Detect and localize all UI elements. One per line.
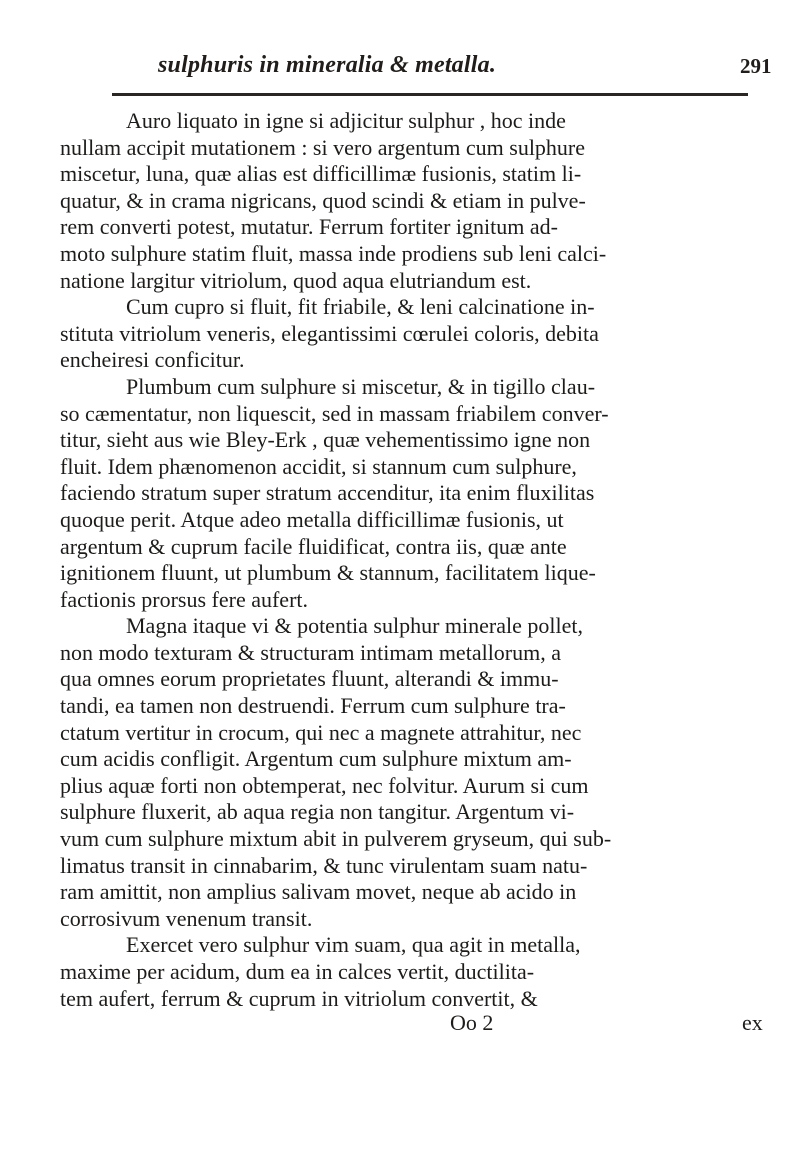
text-line: Magna itaque vi & potentia sulphur minerale pollet,: [126, 613, 583, 639]
text-line: corrosivum venenum transit.: [60, 905, 313, 931]
catchword: ex: [742, 1010, 763, 1036]
body-text: [60, 108, 788, 1038]
text-line: Cum cupro si fluit, fit friabile, & leni calcinatione in-: [126, 294, 595, 320]
page-footer: [60, 1012, 788, 1038]
text-line: factionis prorsus fere aufert.: [60, 586, 309, 612]
text-line: non modo texturam & structuram intimam metallorum, a: [60, 639, 562, 665]
text-line: ignitionem fluunt, ut plumbum & stannum, facilitatem lique-: [60, 560, 596, 586]
text-line: encheiresi conficitur.: [60, 347, 245, 373]
text-line: limatus transit in cinnabarim, & tunc virulentam suam natu-: [60, 852, 588, 878]
text-line: sulphure fluxerit, ab aqua regia non tangitur. Argentum vi-: [60, 799, 575, 825]
text-line: maxime per acidum, dum ea in calces vertit, ductilita-: [60, 959, 535, 984]
text-line: vum cum sulphure mixtum abit in pulverem gryseum, qui sub-: [60, 826, 612, 852]
text-line: Auro liquato in igne si adjicitur sulphur , hoc inde: [126, 108, 566, 133]
paragraph-2: [60, 294, 788, 374]
text-line: argentum & cuprum facile fluidificat, contra iis, quæ ante: [60, 533, 567, 559]
text-line: qua omnes eorum proprietates fluunt, alterandi & immu-: [60, 666, 559, 692]
text-line: stituta vitriolum veneris, elegantissimi cœrulei coloris, debita: [60, 320, 599, 346]
text-line: fluit. Idem phænomenon accidit, si stannum cum sulphure,: [60, 453, 577, 479]
text-line: tem aufert, ferrum & cuprum in vitriolum convertit, &: [60, 985, 538, 1011]
text-line: nullam accipit mutationem : si vero argentum cum sulphure: [60, 134, 586, 160]
text-line: natione largitur vitriolum, quod aqua elutriandum est.: [60, 267, 532, 293]
text-line: plius aquæ forti non obtemperat, nec folvitur. Aurum si cum: [60, 772, 589, 798]
page-number: 291: [740, 54, 772, 78]
text-line: ram amittit, non amplius salivam movet, neque ab acido in: [60, 879, 577, 905]
paragraph-1: [60, 108, 788, 294]
signature-mark: Oo 2: [450, 1010, 494, 1036]
text-line: rem converti potest, mutatur. Ferrum fortiter ignitum ad-: [60, 214, 558, 240]
text-line: titur, sieht aus wie Bley-Erk , quæ vehementissimo igne non: [60, 427, 591, 453]
text-line: miscetur, luna, quæ alias est difficillimæ fusionis, statim li-: [60, 161, 582, 187]
text-line: quoque perit. Atque adeo metalla difficillimæ fusionis, ut: [60, 506, 564, 532]
text-line: so cæmentatur, non liquescit, sed in massam friabilem conver-: [60, 400, 609, 426]
running-title: sulphuris in mineralia & metalla.: [158, 52, 497, 78]
text-line: faciendo stratum super stratum accenditur, ita enim fluxilitas: [60, 480, 595, 506]
paragraph-3: [60, 374, 788, 613]
text-line: Exercet vero sulphur vim suam, qua agit in metalla,: [126, 932, 581, 958]
header-rule: [112, 93, 748, 96]
paragraph-4: [60, 613, 788, 932]
text-line: ctatum vertitur in crocum, qui nec a magnete attrahitur, nec: [60, 719, 582, 745]
text-line: Plumbum cum sulphure si miscetur, & in tigillo clau-: [126, 373, 596, 399]
paragraph-5: [60, 932, 788, 1012]
text-line: quatur, & in crama nigricans, quod scindi & etiam in pulve-: [60, 187, 586, 213]
text-line: tandi, ea tamen non destruendi. Ferrum cum sulphure tra-: [60, 693, 566, 719]
running-head: [0, 52, 800, 86]
text-line: moto sulphure statim fluit, massa inde prodiens sub leni calci-: [60, 240, 607, 266]
text-line: cum acidis confligit. Argentum cum sulphure mixtum am-: [60, 746, 572, 772]
